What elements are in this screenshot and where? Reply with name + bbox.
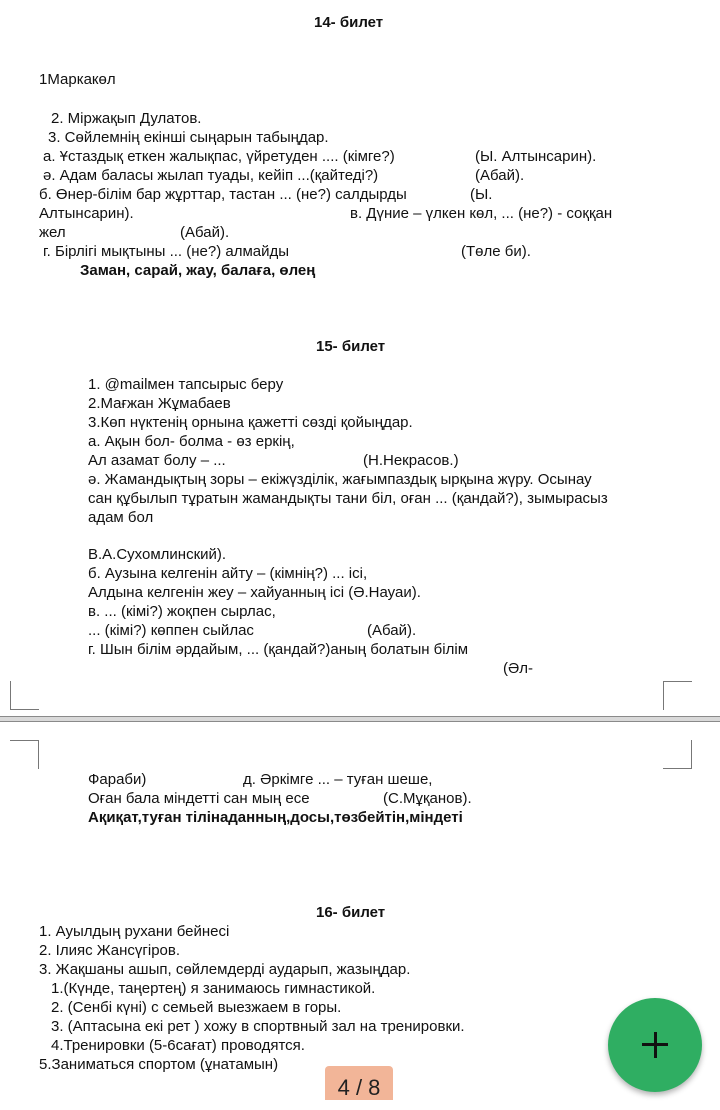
text-line: б. Өнер-білім бар жұрттар, тастан ... (не?) салдырды bbox=[39, 186, 407, 203]
text-line: в. ... (кімі?) жоқпен сырлас, bbox=[88, 603, 276, 620]
text-line: 1.(Күнде, таңертең) я занимаюсь гимнастикой. bbox=[51, 980, 376, 997]
text-line: (Ы. bbox=[470, 186, 493, 203]
text-line: 14- билет bbox=[314, 14, 384, 31]
text-line: 5.Заниматься спортом (ұнатамын) bbox=[39, 1056, 279, 1073]
text-line: Алтынсарин). bbox=[39, 205, 134, 222]
text-line: д. Әркімге ... – туған шеше, bbox=[243, 771, 433, 788]
text-line: В.А.Сухомлинский). bbox=[88, 546, 227, 563]
text-line: в. Дүние – үлкен көл, ... (не?) - соққан bbox=[350, 205, 613, 222]
text-line: ... (кімі?) көппен сыйлас bbox=[88, 622, 254, 639]
text-line: 3. Жақшаны ашып, сөйлемдерді аударып, жазыңдар. bbox=[39, 961, 411, 978]
text-line: 3. Сөйлемнің екінші сыңарын табыңдар. bbox=[48, 129, 329, 146]
text-line: 16- билет bbox=[316, 904, 386, 921]
text-line: жел bbox=[39, 224, 66, 241]
text-line: 1. @mailмен тапсырыс беру bbox=[88, 376, 284, 393]
text-line: 1Маркакөл bbox=[39, 71, 116, 88]
text-line: Ақиқат,туған тілінаданның,досы,төзбейтін,міндеті bbox=[88, 809, 463, 826]
text-line: (Абай). bbox=[180, 224, 230, 241]
text-line: (Н.Некрасов.) bbox=[363, 452, 459, 469]
text-line: 2. (Сенбі күні) с семьей выезжаем в горы. bbox=[51, 999, 342, 1016]
text-line: 3.Көп нүктенің орнына қажетті сөзді қойыңдар. bbox=[88, 414, 413, 431]
text-line: (Абай). bbox=[367, 622, 417, 639]
text-line: б. Аузына келгенін айту – (кімнің?) ... ісі, bbox=[88, 565, 368, 582]
corner-mark-bottom-right bbox=[663, 681, 692, 710]
text-line: а. Ақын бол- болма - өз еркің, bbox=[88, 433, 295, 450]
text-line: 2.Мағжан Жұмабаев bbox=[88, 395, 231, 412]
text-line: Ал азамат болу – ... bbox=[88, 452, 226, 469]
corner-mark-top-right bbox=[663, 740, 692, 769]
text-line: (Төле би). bbox=[461, 243, 531, 260]
page-indicator: 4 / 8 bbox=[325, 1066, 393, 1100]
text-line: 2. Ілияс Жансүгіров. bbox=[39, 942, 181, 959]
corner-mark-bottom-left bbox=[10, 681, 39, 710]
text-line: (Ы. Алтынсарин). bbox=[475, 148, 597, 165]
text-line: сан құбылып тұратын жамандықты тани біл, оған ... (қандай?), зымырасыз bbox=[88, 490, 608, 507]
text-line: г. Шын білім әрдайым, ... (қандай?)аның болатын білім bbox=[88, 641, 469, 658]
text-line: адам бол bbox=[88, 509, 154, 526]
text-line: (Әл- bbox=[503, 660, 534, 677]
text-line: ә. Жамандықтың зоры – екіжүзділік, жағымпаздық ырқына жүру. Осынау bbox=[88, 471, 592, 488]
text-line: Алдына келгенін жеу – хайуанның ісі (Ә.Науаи). bbox=[88, 584, 421, 601]
corner-mark-top-left bbox=[10, 740, 39, 769]
text-line: 2. Міржақып Дулатов. bbox=[51, 110, 202, 127]
text-line: 4.Тренировки (5-6сағат) проводятся. bbox=[51, 1037, 305, 1054]
text-line: 1. Ауылдың рухани бейнесі bbox=[39, 923, 230, 940]
text-line: ә. Адам баласы жылап туады, кейіп ...(қайтеді?) bbox=[43, 167, 379, 184]
text-line: 15- билет bbox=[316, 338, 386, 355]
text-line: Оған бала міндетті сан мың есе bbox=[88, 790, 310, 807]
text-line: (Абай). bbox=[475, 167, 525, 184]
text-line: г. Бірлігі мықтыны ... (не?) алмайды bbox=[43, 243, 290, 260]
text-line: (С.Мұқанов). bbox=[383, 790, 472, 807]
add-button[interactable] bbox=[608, 998, 702, 1092]
text-line: 3. (Аптасына екі рет ) хожу в спортвный зал на тренировки. bbox=[51, 1018, 465, 1035]
text-line: Заман, сарай, жау, балаға, өлең bbox=[80, 262, 316, 279]
text-line: Фараби) bbox=[88, 771, 147, 788]
text-line: а. Ұстаздық еткен жалықпас, үйретуден .... (кімге?) bbox=[43, 148, 395, 165]
